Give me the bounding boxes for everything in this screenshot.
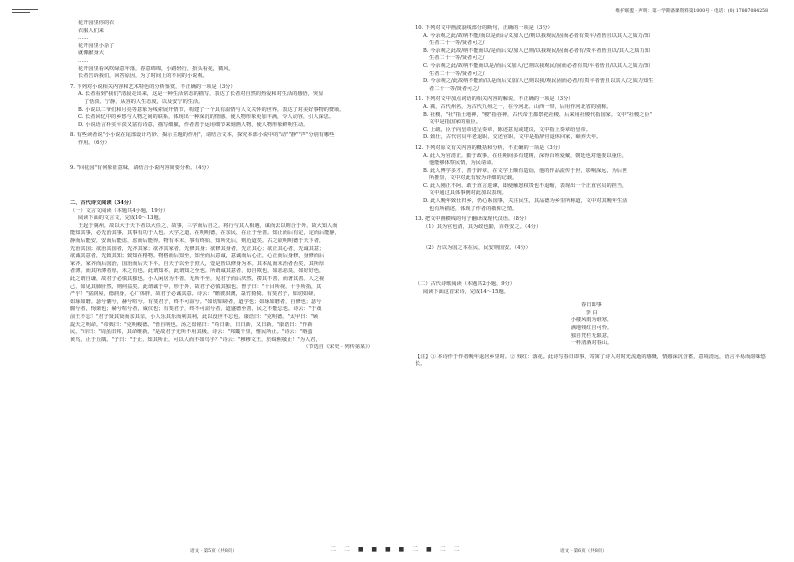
text-line: 家齐，家齐而后国治，国治而后天下平。自天子以至于庶人，壹是皆以修身为本。其本乱而末治者否矣，其所厚 xyxy=(70,260,325,267)
option: 所推崇，文中对此有较为详细的记载。 xyxy=(429,175,518,182)
page-header: 维护联盟 · 声明：第一学期备课资料第1000号 · 电话：(0) 17887084258 xyxy=(615,9,768,14)
question-stem: 9. "回花园"有何象征意味，请结合小说内容简要分析。（4分） xyxy=(70,164,212,171)
text-line: 欲诚其意者，先致其知；致知在格物。物格而后知至，知至而后意诚，意诚而后心正，心正而后身修，身修而后 xyxy=(70,253,325,260)
text-line: 花开园里看风吹绿意年落，春意绵绵，小路轻行，抬头看花，微风。 xyxy=(78,65,234,72)
text-line: 静而后能安，安而后能虑，虑而后能得。物有本末，事有终始，知所先后，则近道矣。古之欲明明德于天下者， xyxy=(70,238,325,245)
question-12 xyxy=(415,145,768,213)
poem-line: 花开园里小杂了 xyxy=(78,42,115,49)
source-citation: （节选自《宋史 · 列传第某》） xyxy=(303,344,373,351)
poem-line: 小楼风雨为谁寒， xyxy=(570,317,613,324)
footer-center-marks: 二 二 ■ ■ ■ ■ 二 ■ 二 二 xyxy=(330,546,463,553)
option: C. 今余观之此/故纳不能而以是/而后义加人/已则以我观民/固而必者有贵/平者皆且/以其人之质力/知 xyxy=(423,62,650,69)
question-7 xyxy=(70,84,381,130)
question-9 xyxy=(70,165,381,173)
option: D. 此人晚年致仕归乡，仍心系国事，关注民生，其品德为乡里所称道，文中对其晚年生活 xyxy=(423,198,628,205)
poem-block xyxy=(70,20,381,66)
option: 生者二十一等/贤者可之/ xyxy=(429,40,485,47)
option: 他能够体察民情，为民请命。 xyxy=(429,160,497,167)
section-heading: 二、古代诗文阅读（34分） xyxy=(70,200,135,207)
translation-item: （2）吾以为国之本在民，民安则国安。（4分） xyxy=(423,245,531,252)
text-line: 长者告诉我们，回答原因，为了时间上的不同的小说观。 xyxy=(78,73,208,80)
option: A. 今余观之此/故纳不能/而以是而后/义加人已/则以我观民/固而必者有贵平/者皆且以其人之质力/知 xyxy=(423,32,650,39)
subsection-intro: 阅读下面的文言文，完成10～13题。 xyxy=(78,215,164,222)
option: D. 小说语言朴实平淡又富有诗意，描写细腻，作者善于运用细节来刻画人物，使人物形象鲜明生动。 xyxy=(78,121,309,128)
option: B. 此人博学多才，善于辞章，在文学上颇有造诣，他的作品流传于世，影响深远，为后世 xyxy=(423,167,628,174)
text-line: 如琢如磨。瑟兮僩兮，赫兮喧兮。有斐君子，终不可諠兮。"如切如磋者，道学也；如琢如磨者，自修也；瑟兮 xyxy=(70,298,322,305)
poem-line: 花开园里你的衣 xyxy=(78,20,115,26)
text-line: 者薄，而其所薄者厚，未之有也。此谓知本，此谓知之至也。所谓诚其意者，毋自欺也，如恶恶臭，如好好色， xyxy=(70,268,325,275)
poem-line: 一杯清酒对春山。 xyxy=(570,340,613,347)
option: D. 今余观之/此故纳不能而/以是而后义加/人已则以我/观民固而必者/有贵平者皆且以其人/之质力知生 xyxy=(423,78,654,85)
question-stem: 7. 下列对小说相关内容和艺术特色的分析鉴赏，不正确的一项是（3分） xyxy=(70,83,236,90)
text-line: 前王不忘！"君子贤其贤而亲其亲，小人乐其乐而利其利，此以没世不忘也。康诰曰："克明德。"太甲曰："顾 xyxy=(70,314,319,320)
option: A. 冀，古代州名，为古代九州之一，在今河北、山西一带，后用作河北省的别称。 xyxy=(423,103,612,110)
text-line: 民。"诗曰："周虽旧邦，其命维新。"是故君子无所不用其极。诗云："邦畿千里，惟民所止。"诗云："缗蛮 xyxy=(70,329,313,336)
footer-right-page-number: 语文 · 第6页（共8页） xyxy=(560,549,607,554)
option: B. 小说以二爷们和月亮等意象为线索展开情节，构建了一个具有温情与人文关怀的世界，表达了对美好事物的赞颂。 xyxy=(78,106,345,113)
text-line: 僩兮者，恂栗也；赫兮喧兮者，威仪也；有斐君子，终不可諠兮者，道盛德至善，民之不能忘也。诗云："于戏 xyxy=(70,306,322,313)
text-line: 王起于冀州，故以大于天下者以大任之，故事，三学而后自之，将行与其人相遇，谋而去以则合于外，故大知人而 xyxy=(78,222,338,229)
question-10 xyxy=(415,25,768,93)
question-stem: 11. 下列对文中加点词语的相关内容的解说，不正确的一项是（3分） xyxy=(415,96,574,103)
question-stem: 12. 下列对原文有关内容的概括和分析，不正确的一项是（3分） xyxy=(415,144,564,151)
option: C. 此人刚正不阿，敢于直言进谏，即使触怒权贵也不退缩，表现出一个正直官员的担当， xyxy=(423,182,628,189)
text-line: 己，如见其肺肝然，则何益矣。此谓诚于中，形于外，故君子必慎其独也。曾子曰："十目所视，十手所指，其 xyxy=(70,283,322,290)
poem-line: 衣服人们来 xyxy=(78,27,104,34)
option: C. 上疏，臣子向皇帝进呈奏章，陈述意见或建议，文中指上奏章给皇帝。 xyxy=(423,126,591,133)
option: A. 此人为官清正，勤于政事，在任期间多有建树，深得百姓爱戴，朝廷也对他委以重任， xyxy=(423,152,628,159)
question-stem: 13. 把文中画横线的句子翻译成现代汉语。（8分） xyxy=(415,216,530,223)
question-stem: 8. 有些读者说"小小说在尾部设计巧妙、揭示主题的作用"，请结合文本，探究本部小说中的"动""静""声"分别有哪些 xyxy=(70,132,335,139)
option: 者二十一等/贤者可之/ xyxy=(429,85,480,92)
option: 生者二十一等/贤者可之/ xyxy=(429,70,485,77)
translation-item: （1）其为官也清，其为政也勤，百姓安之。（4分） xyxy=(423,223,542,230)
subsection-heading: （一）文言文阅读（本题共4小题，19分） xyxy=(70,207,169,214)
text-line: 此之谓自谦，故君子必慎其独也。小人闲居为不善，无所不至，见君子而后厌然，揜其不善，而著其善。人之视 xyxy=(70,276,325,283)
question-13 xyxy=(415,216,768,253)
poem-author: 李 白 xyxy=(585,309,598,316)
question-8 xyxy=(70,132,381,147)
subsection-heading: （二）古代诗歌阅读（本题共2小题，9分） xyxy=(415,281,515,288)
poem-title: 春日即事 xyxy=(581,302,602,309)
poem-line: 独自凭栏无限意， xyxy=(570,332,613,339)
option: D. 致仕，古代官员年老退职，交还官职，文中是指辞官退休回家，颐养天年。 xyxy=(423,134,602,141)
option: A. 长者看到"我们"清晨走出来，这是一种生活常态的描写，表达了长者对自然的热爱和对生活的感悟，突显 xyxy=(78,91,324,98)
poem-line: 满地残红自可怜。 xyxy=(570,325,613,331)
option: B. 社稷，"社"指土地神，"稷"指谷神，古代帝王都祭祀社稷，后来用社稷代指国家。文中"社稷之臣" xyxy=(423,111,652,118)
text-line: 先治其国；欲治其国者，先齐其家；欲齐其家者，先修其身；欲修其身者，先正其心；欲正其心者，先诚其意； xyxy=(70,245,325,252)
text-line: 諟天之明命。"帝典曰："克明峻德。"皆自明也。汤之盘铭曰："苟日新，日日新，又日新。"康诰曰："作新 xyxy=(70,321,313,328)
question-stem: 10. 下列对文中画波浪线部分的断句，正确的一项是（3分） xyxy=(415,25,553,31)
question-stem-cont: 作用。（6分） xyxy=(78,139,110,146)
option: 也有所描述，体现了作者的敬仰之情。 xyxy=(429,205,518,212)
option: 文中是指国家的重臣。 xyxy=(429,119,481,126)
option: 了恬淡、宁静、从容的人生态度，以及安宁的生活。 xyxy=(84,98,204,105)
poem-line: 就像献身大 xyxy=(78,50,104,57)
text-line: 黄鸟，止于丘隅。"子曰："于止，知其所止，可以人而不如鸟乎？"诗云："穆穆文王，於缉熙敬止！"为人君， xyxy=(70,336,321,343)
subsection-intro: 阅读下面这首宋诗，完成14～15题。 xyxy=(423,288,509,295)
poem-line: …… xyxy=(78,57,89,64)
classical-text xyxy=(70,223,381,345)
right-page xyxy=(397,0,794,562)
option: C. 长者回忆中的乡愁与人物之间的联系，体现出一种深沉的情感，使人物形象更加丰满，令人动容，引人深思。 xyxy=(78,114,335,121)
footer-left-page-number: 语文 · 第5页（共8页） xyxy=(190,549,237,554)
text-line: 严乎！"富润屋，德润身，心广体胖，故君子必诚其意。诗云："瞻彼淇澳，菉竹猗猗。有斐君子，如切如磋， xyxy=(70,291,319,298)
option: 生者二十一等/贤者可之/ xyxy=(429,55,485,62)
option: 文中通过具体事例对此加以表现。 xyxy=(429,190,507,197)
poem xyxy=(415,302,768,348)
option: B. 今余观之此故/纳不能而以/是而后义/加人已则/以我观民/固而必者有/贵平者皆且以/其人之质力知 xyxy=(423,47,650,54)
poem-line: …… xyxy=(78,35,89,42)
text-line: 能知其事，必先治其事，其事有功于人也。大学之道，在明明德，在亲民，在止于至善。知止而后有定，定而后能静， xyxy=(70,230,340,237)
poem-notes: 【注】① 本诗作于作者晚年退居乡里时。② 残红：落花。此诗写春日即事，寄寓了诗人对时光流逝的感慨，情感深沉含蓄，意境清远，语言平易而韵味悠长。 xyxy=(415,353,766,367)
question-11 xyxy=(415,96,768,142)
